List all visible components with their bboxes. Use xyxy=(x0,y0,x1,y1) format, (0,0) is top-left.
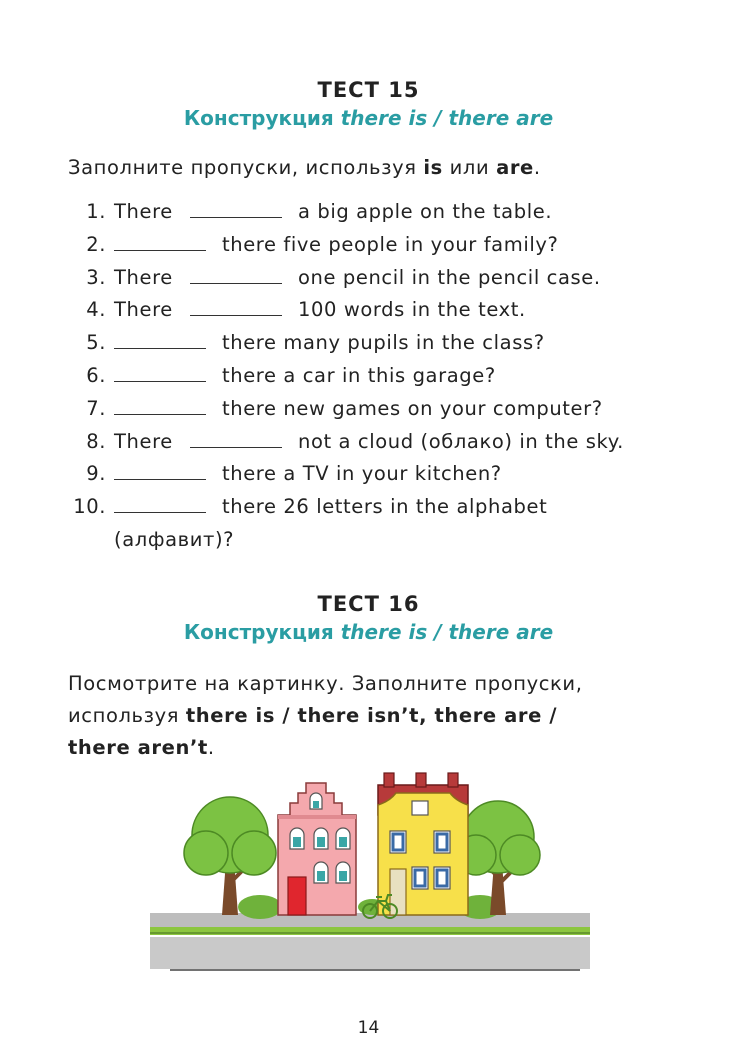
exercise-text: there new games on your computer? xyxy=(222,396,603,420)
exercise-lead-word: There xyxy=(114,429,173,453)
exercise-number: 7. xyxy=(86,396,106,420)
exercise-number: 5. xyxy=(86,331,106,355)
page-number: 14 xyxy=(357,1018,380,1038)
exercise-number: 4. xyxy=(86,298,106,322)
exercise-lead-word: There xyxy=(114,298,173,322)
exercise-text: 100 words in the text. xyxy=(298,298,526,322)
answer-blank[interactable] xyxy=(190,217,282,218)
instruction-text: используя xyxy=(68,704,186,727)
instruction-bold-is: is xyxy=(423,156,443,179)
exercise-number: 6. xyxy=(86,364,106,387)
answer-blank[interactable] xyxy=(114,381,206,382)
instruction-bold: there aren’t xyxy=(68,736,208,759)
instruction-bold-are: are xyxy=(496,156,534,179)
road-icon xyxy=(150,913,590,970)
test16-subtitle-emphasis: there is / there are xyxy=(340,620,554,644)
instruction-bold: there is / there isn’t, there are / xyxy=(185,704,558,727)
exercise-text: a big apple on the table. xyxy=(298,200,553,223)
answer-blank[interactable] xyxy=(114,414,206,415)
exercise-number: 8. xyxy=(86,429,106,453)
instruction-text: или xyxy=(442,156,497,179)
answer-blank[interactable] xyxy=(190,315,282,316)
test16-subtitle xyxy=(0,620,737,644)
exercise-number: 1. xyxy=(86,200,106,223)
exercise-number: 9. xyxy=(86,462,106,486)
exercise-text: not a cloud (облако) in the sky. xyxy=(298,429,624,453)
answer-blank[interactable] xyxy=(190,283,282,284)
test16-subtitle-prefix: Конструкция xyxy=(183,620,341,644)
exercise-lead-word: There xyxy=(114,265,173,289)
exercise-number: 10. xyxy=(73,495,106,519)
test15-title: ТЕСТ 15 xyxy=(317,78,420,102)
exercise-10-continuation: (алфавит)? xyxy=(114,528,235,551)
exercise-number: 3. xyxy=(86,265,106,289)
answer-blank[interactable] xyxy=(114,348,206,349)
exercise-text: there a TV in your kitchen? xyxy=(222,462,502,486)
exercise-text: there many pupils in the class? xyxy=(222,331,545,355)
answer-blank[interactable] xyxy=(114,479,206,480)
test16-instruction-line3 xyxy=(68,736,215,759)
instruction-text: Заполните пропуски, используя xyxy=(68,156,424,179)
exercise-lead-word: There xyxy=(114,200,173,223)
test16-instruction-line1: Посмотрите на картинку. Заполните пропуски, xyxy=(68,672,583,695)
instruction-text: . xyxy=(207,736,215,759)
yellow-house-icon xyxy=(378,773,468,915)
answer-blank[interactable] xyxy=(114,512,206,513)
answer-blank[interactable] xyxy=(114,250,206,251)
instruction-text: . xyxy=(533,156,541,179)
test15-instruction xyxy=(68,156,541,179)
test16-title: ТЕСТ 16 xyxy=(317,592,420,616)
answer-blank[interactable] xyxy=(190,447,282,448)
exercise-text: there a car in this garage? xyxy=(222,364,496,387)
exercise-text: there 26 letters in the alphabet xyxy=(222,495,548,519)
test15-subtitle-prefix: Конструкция xyxy=(183,106,341,130)
street-illustration xyxy=(150,765,590,980)
test15-subtitle-emphasis: there is / there are xyxy=(340,106,554,130)
test15-subtitle xyxy=(0,106,737,130)
exercise-text: one pencil in the pencil case. xyxy=(298,265,601,289)
test16-instruction-line2 xyxy=(68,704,557,727)
exercise-text: there five people in your family? xyxy=(222,232,559,256)
pink-house-icon xyxy=(278,783,356,915)
exercise-number: 2. xyxy=(86,232,106,256)
